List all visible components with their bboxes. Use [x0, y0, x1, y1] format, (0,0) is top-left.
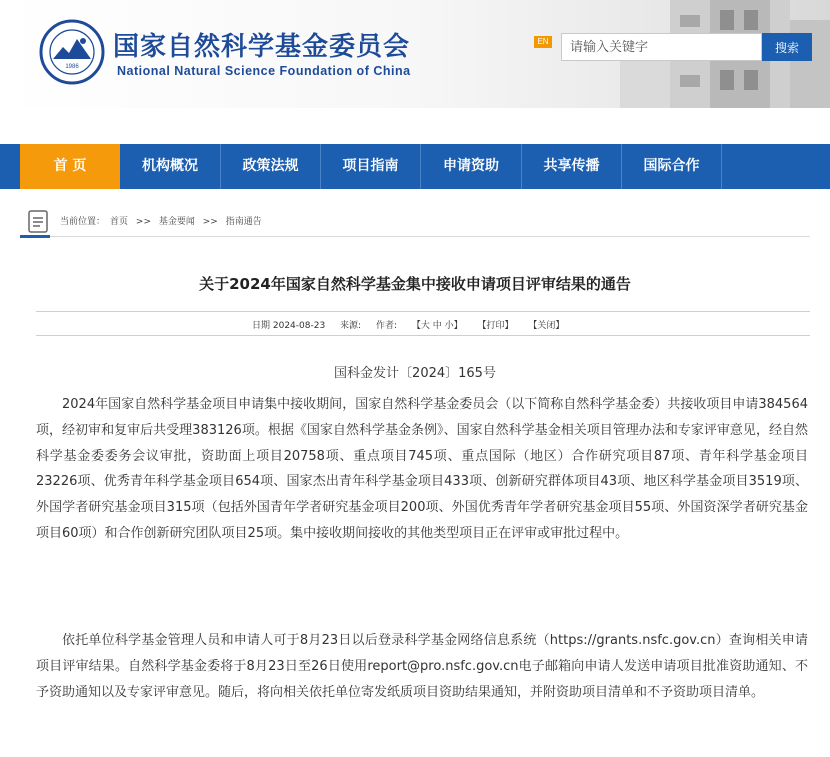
breadcrumb-separator: >> [135, 217, 151, 227]
nav-guide[interactable]: 项目指南 [342, 158, 399, 174]
article-paragraph: 2024年国家自然科学基金项目申请集中接收期间，国家自然科学基金委员会（以下简称自然科学基金委）共接收项目申请384564项，经初审和复审后共受理383126项。根据《国家自然科学基金条例》、国家自然科学基金相关项目管理办法和专家评审意见，经自然科学基金委委务会议审批，资助面上项目20758项、重点项目745项、重点国际（地区）合作研究项目87项、青年科学基金项目23226项、优秀青年科学基金项目654项、国家杰出青年科学基金项目433项、创新研究群体项目43项、地区科学基金项目3519项、外国学者研究基金项目315项（包括外国青年学者研究基金项目200项、外国优秀青年学者研究基金项目55项、外国资深学者研究基金项目60项）和合作创新研究团队项目25项。集中接收期间接收的其他类型项目正在评审或审批过程中。 [36, 397, 808, 541]
breadcrumb-divider [20, 236, 810, 237]
nav-about[interactable]: 机构概况 [142, 158, 198, 174]
article-source: 来源: [340, 321, 362, 331]
search-input[interactable] [561, 33, 762, 61]
main-nav [0, 144, 830, 189]
nav-international[interactable]: 国际合作 [643, 158, 700, 174]
font-size-switcher[interactable]: 【大 中 小】 [411, 321, 463, 331]
site-title-en: National Natural Science Foundation of China [117, 64, 411, 78]
nav-policies[interactable]: 政策法规 [242, 158, 299, 174]
article-author: 作者: [375, 321, 398, 331]
article-meta [252, 318, 576, 331]
article-date: 日期 2024-08-23 [252, 321, 326, 331]
document-number: 国科金发计〔2024〕165号 [334, 366, 496, 381]
meta-divider-top [36, 311, 810, 312]
breadcrumb-item-news[interactable]: 基金要闻 [158, 217, 195, 227]
nav-divider [721, 144, 722, 189]
breadcrumb-item-home[interactable]: 首页 [110, 217, 129, 227]
breadcrumb-separator: >> [202, 217, 218, 227]
breadcrumb [60, 214, 267, 227]
nav-home[interactable]: 首 页 [20, 144, 120, 189]
search-button[interactable]: 搜索 [762, 33, 812, 61]
breadcrumb-item-notices[interactable]: 指南通告 [225, 217, 262, 227]
article-paragraph: 依托单位科学基金管理人员和申请人可于8月23日以后登录科学基金网络信息系统（https://grants.nsfc.gov.cn）查询相关申请项目评审结果。自然科学基金委将于8月23日至26日使用report@pro.nsfc.gov.cn电子邮箱向申请人发送申请项目批准资助通知、不予资助通知以及专家评审意见。随后，将向相关依托单位寄发纸质项目资助结果通知，并附资助项目清单和不予资助项目清单。 [36, 633, 808, 700]
english-version-link[interactable]: EN [534, 36, 552, 48]
location-document-icon [28, 209, 48, 233]
article-title: 关于2024年国家自然科学基金集中接收申请项目评审结果的通告 [199, 275, 631, 293]
nav-sharing[interactable]: 共享传播 [543, 158, 600, 174]
nav-funding[interactable]: 申请资助 [443, 158, 499, 174]
breadcrumb-current-label: 当前位置： [60, 217, 106, 227]
site-header [0, 0, 830, 108]
meta-divider-bottom [36, 335, 810, 336]
print-link[interactable]: 【打印】 [477, 321, 514, 331]
nsfc-seal-logo [39, 19, 105, 85]
site-title-cn: 国家自然科学基金委员会 [113, 32, 411, 62]
svg-text:1986: 1986 [65, 64, 79, 70]
breadcrumb-accent [20, 235, 50, 238]
close-link[interactable]: 【关闭】 [528, 321, 565, 331]
